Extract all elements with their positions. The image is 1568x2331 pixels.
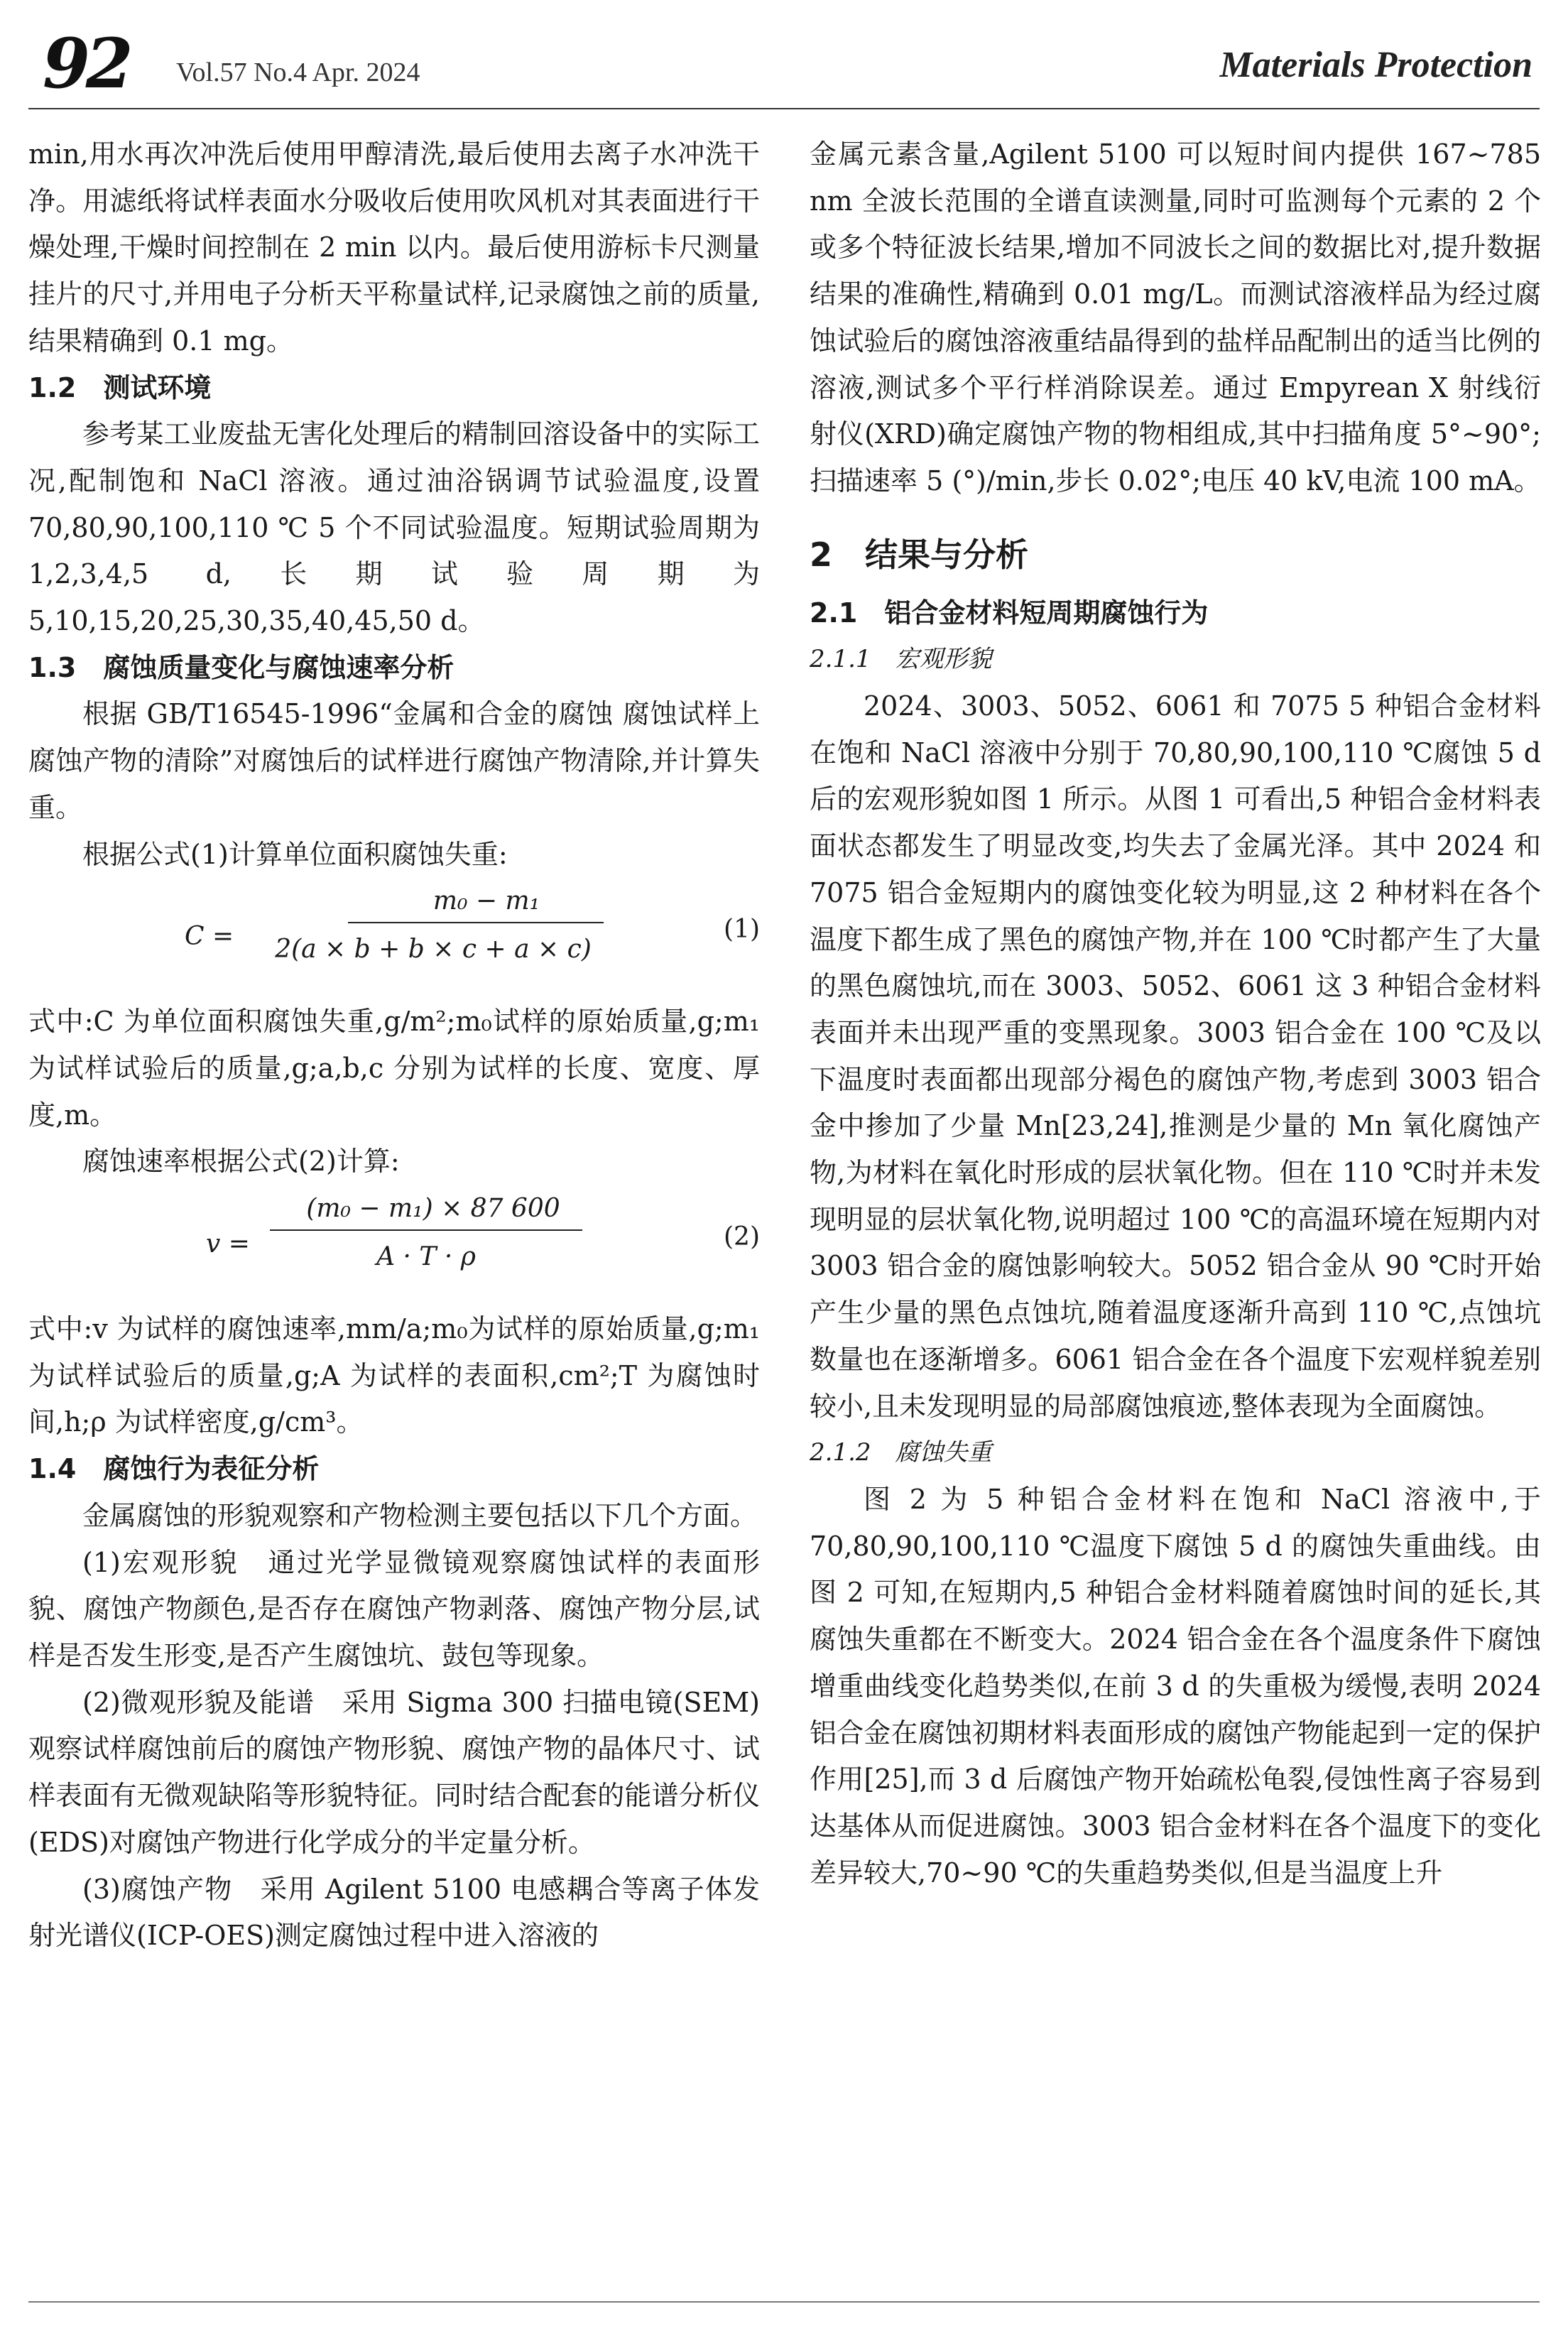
paragraph: (3)腐蚀产物 采用 Agilent 5100 电感耦合等离子体发射光谱仪(ICP-OES)测定腐蚀过程中进入溶液的: [28, 1873, 760, 1952]
paragraph: 根据 GB/T16545-1996“金属和合金的腐蚀 腐蚀试样上腐蚀产物的清除”对腐蚀后的试样进行腐蚀产物清除,并计算失重。: [28, 698, 760, 823]
paragraph: 金属元素含量,Agilent 5100 可以短时间内提供 167~785 nm 全波长范围的全谱直读测量,同时可监测每个元素的 2 个或多个特征波长结果,增加不同波长之间的数据比对,提升数据结果的准确性,精确到 0.01 mg/L。而测试溶液样品为经过腐蚀试验后的腐蚀溶液重结晶得到的盐样品配制出的适当比例的溶液,测试多个平行样消除误差。通过 Empyrean X 射线衍射仪(XRD)确定腐蚀产物的物相组成,其中扫描角度 5°~90°;扫描速率 5 (°)/min,步长 0.02°;电压 40 kV,电流 100 mA。: [810, 138, 1541, 496]
paragraph: 图 2 为 5 种铝合金材料在饱和 NaCl 溶液中,于 70,80,90,100,110 ℃温度下腐蚀 5 d 的腐蚀失重曲线。由图 2 可知,在短期内,5 种铝合金材料随着腐蚀时间的延长,其腐蚀失重都在不断变大。2024 铝合金在各个温度条件下腐蚀增重曲线变化趋势类似,在前 3 d 的失重极为缓慢,表明 2024 铝合金在腐蚀初期材料表面形成的腐蚀产物能起到一定的保护作用[25],而 3 d 后腐蚀产物开始疏松龟裂,侵蚀性离子容易到达基体从而促进腐蚀。3003 铝合金材料在各个温度下的变化差异较大,70~90 ℃的失重趋势类似,但是当温度上升: [810, 1483, 1541, 1889]
header-rule: [28, 108, 1540, 109]
paragraph: min,用水再次冲洗后使用甲醇清洗,最后使用去离子水冲洗干净。用滤纸将试样表面水分吸收后使用吹风机对其表面进行干燥处理,干燥时间控制在 2 min 以内。最后使用游标卡尺测量挂片的尺寸,并用电子分析天平称量试样,记录腐蚀之前的质量,结果精确到 0.1 mg。: [28, 138, 760, 357]
section-heading-1-3: 1.3 腐蚀质量变化与腐蚀速率分析: [28, 651, 454, 683]
subsection-heading-2-1-2: 2.1.2 腐蚀失重: [810, 1438, 992, 1467]
paragraph: 2024、3003、5052、6061 和 7075 5 种铝合金材料在饱和 NaCl 溶液中分别于 70,80,90,100,110 ℃腐蚀 5 d 后的宏观形貌如图 1 所示。从图 1 可看出,5 种铝合金材料表面状态都发生了明显改变,均失去了金属光泽。其中 2024 和 7075 铝合金短期内的腐蚀变化较为明显,这 2 种材料在各个温度下都生成了黑色的腐蚀产物,并在 100 ℃时都产生了大量的黑色腐蚀坑,而在 3003、5052、6061 这 3 种铝合金材料表面并未出现严重的变黑现象。3003 铝合金在 100 ℃及以下温度时表面都出现部分褐色的腐蚀产物,考虑到 3003 铝合金中掺加了少量 Mn[23,24],推测是少量的 Mn 氧化腐蚀产物,为材料在氧化时形成的层状氧化物。但在 110 ℃时并未发现明显的层状氧化物,说明超过 100 ℃的高温环境在短期内对 3003 铝合金的腐蚀影响较大。5052 铝合金从 90 ℃时开始产生少量的黑色点蚀坑,随着温度逐渐升高到 110 ℃,点蚀坑数量也在逐渐增多。6061 铝合金在各个温度下宏观样貌差别较小,且未发现明显的局部腐蚀痕迹,整体表现为全面腐蚀。: [810, 690, 1541, 1422]
paragraph: 参考某工业废盐无害化处理后的精制回溶设备中的实际工况,配制饱和 NaCl 溶液。通过油浴锅调节试验温度,设置 70,80,90,100,110 ℃ 5 个不同试验温度。短期试验周期为 1,2,3,4,5 d,长期试验周期为 5,10,15,20,25,30,35,40,45,50 d。: [28, 418, 760, 637]
section-heading-1-2: 1.2 测试环境: [28, 371, 212, 403]
paragraph: 金属腐蚀的形貌观察和产物检测主要包括以下几个方面。: [82, 1499, 758, 1531]
equation-numerator: m₀ − m₁: [432, 886, 540, 916]
volume-info: Vol.57 No.4 Apr. 2024: [176, 58, 420, 87]
section-heading-1-4: 1.4 腐蚀行为表征分析: [28, 1453, 320, 1485]
running-header: [28, 23, 1540, 104]
paragraph: (1)宏观形貌 通过光学显微镜观察腐蚀试样的表面形貌、腐蚀产物颜色,是否存在腐蚀产物剥落、腐蚀产物分层,试样是否发生形变,是否产生腐蚀坑、鼓包等现象。: [28, 1546, 760, 1671]
equation-2: [28, 1185, 760, 1306]
paragraph: 式中:v 为试样的腐蚀速率,mm/a;m₀为试样的原始质量,g;m₁为试样试验后的质量,g;A 为试样的表面积,cm²;T 为腐蚀时间,h;ρ 为试样密度,g/cm³。: [28, 1313, 760, 1438]
subsection-heading-2-1-1: 2.1.1 宏观形貌: [810, 645, 992, 674]
equation-lhs: v =: [206, 1229, 250, 1259]
section-heading-2: 2 结果与分析: [810, 535, 1029, 574]
journal-name: Materials Protection: [1219, 45, 1532, 85]
equation-number: (2): [724, 1222, 760, 1252]
fraction-bar: [348, 922, 604, 923]
right-column: [810, 131, 1541, 2291]
fraction-bar: [270, 1229, 582, 1231]
paragraph: 腐蚀速率根据公式(2)计算:: [82, 1146, 400, 1178]
equation-1: [28, 878, 760, 999]
equation-denominator: A · T · ρ: [376, 1242, 476, 1272]
paragraph: (2)微观形貌及能谱 采用 Sigma 300 扫描电镜(SEM)观察试样腐蚀前后的腐蚀产物形貌、腐蚀产物的晶体尺寸、试样表面有无微观缺陷等形貌特征。同时结合配套的能谱分析仪(EDS)对腐蚀产物进行化学成分的半定量分析。: [28, 1686, 760, 1858]
page-number: 92: [43, 23, 129, 104]
equation-denominator: 2(a × b + b × c + a × c): [275, 935, 592, 965]
equation-lhs: C =: [185, 922, 234, 952]
section-heading-2-1: 2.1 铝合金材料短周期腐蚀行为: [810, 597, 1209, 629]
paragraph: 式中:C 为单位面积腐蚀失重,g/m²;m₀试样的原始质量,g;m₁为试样试验后的质量,g;a,b,c 分别为试样的长度、宽度、厚度,m。: [28, 1006, 760, 1131]
footer-rule: [28, 2301, 1540, 2303]
equation-numerator: (m₀ − m₁) × 87 600: [306, 1194, 560, 1224]
equation-number: (1): [724, 915, 760, 945]
paragraph: 根据公式(1)计算单位面积腐蚀失重:: [82, 838, 508, 870]
left-column: [28, 131, 760, 2291]
